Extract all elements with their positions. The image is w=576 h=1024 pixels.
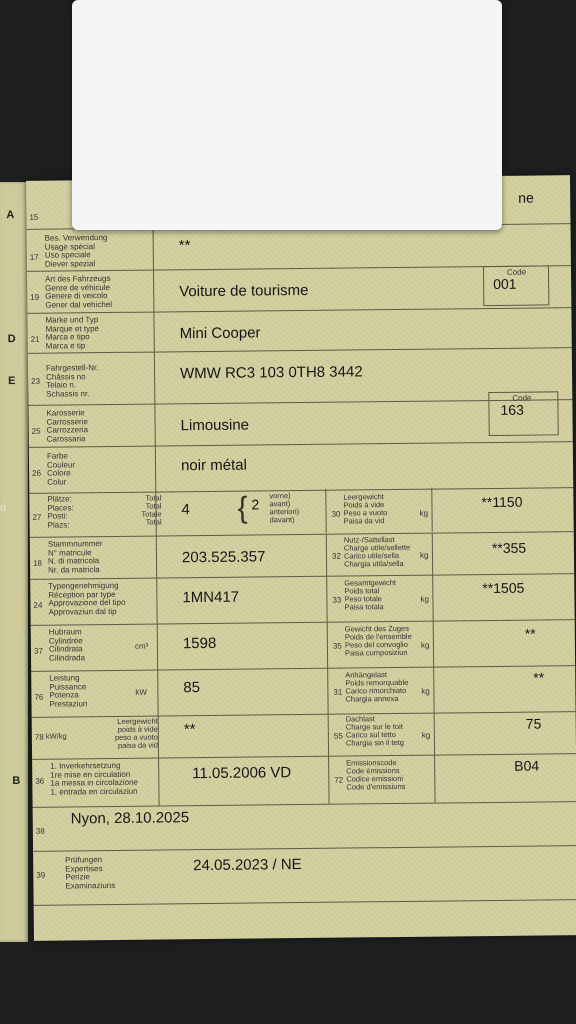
row-vehicle-kind: 19 Art des Fahrzeugs Genre de véhicule Genere di veicolo Gener dal vehichel Voiture de tourisme Code 001 bbox=[27, 265, 571, 314]
body-code: 163 bbox=[500, 401, 524, 418]
power-value: 85 bbox=[183, 679, 201, 697]
inspection-value: 24.05.2023 / NE bbox=[193, 856, 302, 875]
chassis-value: WMW RC3 103 0TH8 3442 bbox=[179, 363, 363, 383]
type-approval-value: 1MN417 bbox=[182, 588, 240, 607]
vehicle-kind-value: Voiture de tourisme bbox=[179, 281, 309, 301]
row-color: 26 Farbe Couleur Colore Colur noir métal bbox=[29, 441, 573, 494]
roof-load-value: 75 bbox=[525, 715, 542, 732]
row-matricule: 18 Stammnummer N° matricule N. di matricola Nr. da matricla 203.525.357 32 Nutz-/Sattellast Charge utile/sellette Carico utile/sella Chargia utila/sella kg **355 bbox=[30, 531, 574, 580]
row-make-type: D 21 Marke und Typ Marque et type Marca e tipo Marca e tip Mini Cooper bbox=[27, 307, 571, 354]
row-body: 25 Karosserie Carrosserie Carrozzeria Carossaria Limousine Code 163 bbox=[28, 399, 572, 448]
empty-weight-value: **1150 bbox=[481, 493, 523, 511]
vehicle-kind-code: 001 bbox=[493, 275, 517, 292]
body-value: Limousine bbox=[180, 416, 250, 435]
displacement-value: 1598 bbox=[182, 634, 217, 653]
place-date-value: Nyon, 28.10.2025 bbox=[70, 809, 190, 828]
train-weight-value: ** bbox=[524, 625, 536, 642]
make-type-value: Mini Cooper bbox=[179, 324, 261, 343]
seats-total-value: 4 bbox=[181, 501, 190, 519]
total-weight-value: **1505 bbox=[482, 579, 525, 597]
emission-code-value: B04 bbox=[514, 757, 540, 774]
row-displacement: 37 Hubraum Cylindrée Cilindrata Cilindrada cm³ 1598 35 Gewicht des Zuges Poids de l'ensemble Peso del convoglio Paisa cumposiziun kg ** bbox=[31, 619, 575, 672]
trailer-load-value: ** bbox=[533, 669, 545, 686]
seats-front-value: 2 bbox=[251, 496, 260, 513]
vehicle-registration-document bbox=[6, 175, 576, 941]
row-type-approval: 24 Typengenehmigung Réception par type Approvazione del tipo Approvaziun dal tip 1MN417 33 Gesamtgewicht Poids total Peso totale Paisa totala kg **1505 bbox=[30, 573, 574, 626]
power-ratio-value: ** bbox=[183, 721, 196, 739]
matricule-value: 203.525.357 bbox=[181, 548, 266, 567]
covering-paper bbox=[72, 0, 502, 230]
row-chassis: E 23 Fahrgestell-Nr. Châssis no Telaio n. Schassis nr. WMW RC3 103 0TH8 3442 bbox=[28, 347, 573, 406]
row-15-fragment: ne bbox=[518, 189, 534, 206]
row-seats-weight: 27 Plätze: Places: Posti: Plazs: Total Total Totale Total 4 { 2 vorne) avant) anteriori) davant) 30 Leergewicht Poids à vide Peso a vuoto Paisa da vid kg **1150 bbox=[29, 487, 573, 538]
left-edge-letter: d bbox=[0, 502, 7, 514]
color-value: noir métal bbox=[180, 456, 247, 475]
row-power: 76 Leistung Puissance Potenza Prestaziun kW 85 31 Anhängelast Poids remorquable Carico rimorchiato Chargia annexa kg ** bbox=[31, 665, 575, 718]
row-15: A 15 ne bbox=[26, 175, 570, 230]
row-usage: 17 Bes. Verwendung Usage spécial Uso speciale Diever spezial ** bbox=[27, 223, 571, 272]
row-inspections: 39 Prüfungen Expertises Perizie Examinaziuns 24.05.2023 / NE bbox=[33, 845, 576, 906]
row-first-registration: B 36 1. Inverkehrsetzung 1re mise en circulation 1a messa in circolazione 1. entrada en circulaziun 11.05.2006 VD 72 Emissionscode Code émissions Codice emissioni Code d'emissiuns B04 bbox=[32, 753, 576, 808]
payload-value: **355 bbox=[491, 539, 527, 557]
row-place-date: 38 Nyon, 28.10.2025 bbox=[33, 801, 576, 852]
row-power-ratio: 78 kW/kg Leergewicht poids à vide peso a vuoto paisa da vid ** 55 Dachlast Charge sur le toit Carico sul tetto Chargia sin il tetg kg 75 bbox=[32, 711, 576, 760]
usage-value: ** bbox=[178, 237, 191, 255]
first-registration-value: 11.05.2006 VD bbox=[192, 764, 292, 783]
left-page-edge bbox=[0, 182, 28, 942]
